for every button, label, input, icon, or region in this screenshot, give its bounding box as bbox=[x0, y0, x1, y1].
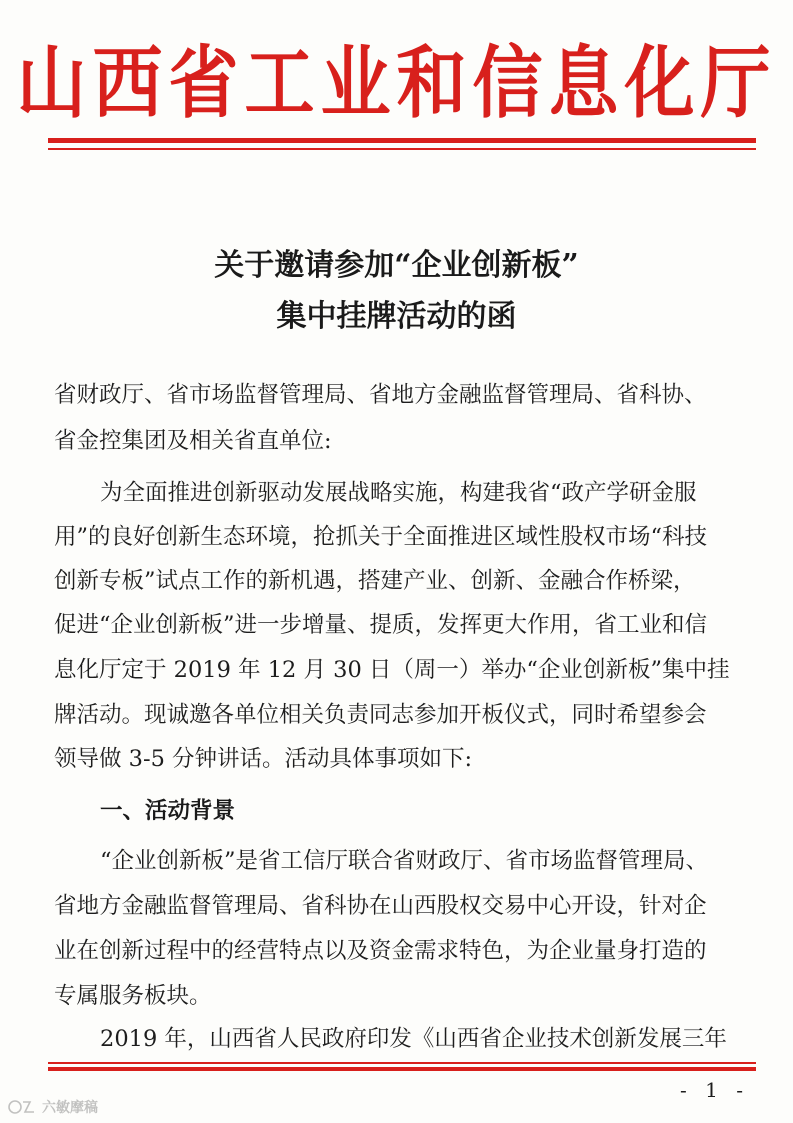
intro-paragraph-line: 创新专板”试点工作的新机遇，搭建产业、创新、金融合作桥梁， bbox=[54, 568, 696, 594]
section-heading-background: 一、活动背景 bbox=[100, 798, 236, 824]
page-number: - 1 - bbox=[680, 1078, 749, 1102]
section1-paragraph2-line: 2019 年，山西省人民政府印发《山西省企业技术创新发展三年 bbox=[100, 1026, 727, 1052]
section1-paragraph-line: 专属服务板块。 bbox=[54, 983, 212, 1009]
intro-paragraph-line: 用”的良好创新生态环境，抢抓关于全面推进区域性股权市场“科技 bbox=[54, 524, 708, 550]
intro-paragraph-line: 息化厅定于 2019 年 12 月 30 日（周一）举办“企业创新板”集中挂 bbox=[54, 657, 730, 683]
intro-paragraph-line: 为全面推进创新驱动发展战略实施，构建我省“政产学研金服 bbox=[100, 480, 697, 506]
intro-paragraph-line: 牌活动。现诚邀各单位相关负责同志参加开板仪式，同时希望参会 bbox=[54, 702, 707, 728]
recipients-line-2: 省金控集团及相关省直单位: bbox=[54, 428, 332, 454]
section1-paragraph-line: “企业创新板”是省工信厅联合省财政厅、省市场监督管理局、 bbox=[100, 848, 709, 874]
section1-paragraph-line: 省地方金融监督管理局、省科协在山西股权交易中心开设，针对企 bbox=[54, 893, 707, 919]
document-title-line-1: 关于邀请参加“企业创新板” bbox=[214, 248, 579, 283]
document-title-line-2: 集中挂牌活动的函 bbox=[276, 299, 517, 334]
footer-red-rule-thick bbox=[48, 1067, 756, 1071]
watermark bbox=[8, 1097, 98, 1117]
header-red-rule-thick bbox=[48, 138, 756, 143]
intro-paragraph-line: 领导做 3-5 分钟讲话。活动具体事项如下: bbox=[54, 746, 473, 772]
intro-paragraph-line: 促进“企业创新板”进一步增量、提质，发挥更大作用，省工业和信 bbox=[54, 612, 708, 638]
watermark-text: 六敏摩稿 bbox=[42, 1100, 98, 1116]
issuing-organization-header: 山西省工业和信息化厅 bbox=[16, 36, 777, 130]
watermark-logo-icon bbox=[8, 1099, 38, 1115]
recipients-line-1: 省财政厅、省市场监督管理局、省地方金融监督管理局、省科协、 bbox=[54, 382, 707, 408]
footer-red-rule-thin bbox=[48, 1062, 756, 1064]
header-red-rule-thin bbox=[48, 148, 756, 150]
section1-paragraph-line: 业在创新过程中的经营特点以及资金需求特色，为企业量身打造的 bbox=[54, 938, 707, 964]
